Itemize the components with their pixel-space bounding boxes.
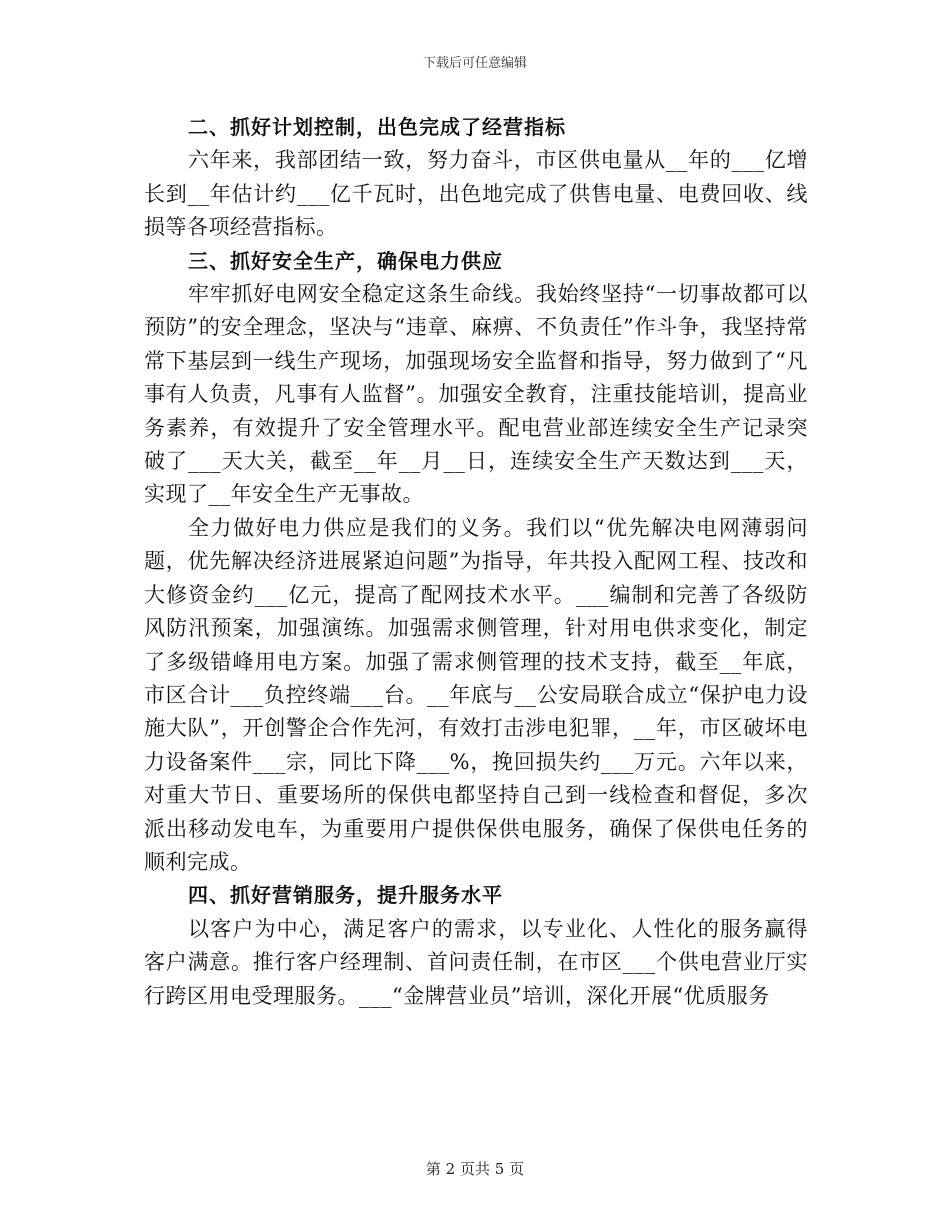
section-paragraph: 六年来，我部团结一致，努力奋斗，市区供电量从__年的___亿增长到__年估计约___亿千瓦时，出色地完成了供售电量、电费回收、线损等各项经营指标。 bbox=[144, 148, 808, 240]
section-paragraph: 牢牢抓好电网安全稳定这条生命线。我始终坚持“一切事故都可以预防”的安全理念，坚决与“违章、麻痹、不负责任”作斗争，我坚持常常下基层到一线生产现场，加强现场安全监督和指导，努力做到了“凡事有人负责，凡事有人监督”。加强安全教育，注重技能培训，提高业务素养，有效提升了安全管理水平。配电营业部连续安全生产记录突破了___天大关，截至__年__月__日，连续安全生产天数达到___天，实现了__年安全生产无事故。 bbox=[144, 282, 808, 507]
section-heading: 三、抓好安全生产，确保电力供应 bbox=[188, 248, 503, 273]
section-heading: 二、抓好计划控制，出色完成了经营指标 bbox=[188, 115, 566, 139]
section-paragraph: 以客户为中心，满足客户的需求，以专业化、人性化的服务赢得客户满意。推行客户经理制、首问责任制，在市区___个供电营业厅实行跨区用电受理服务。___“金牌营业员”培训，深化开展“优质服务 bbox=[144, 916, 808, 1008]
section-heading: 四、抓好营销服务，提升服务水平 bbox=[188, 883, 503, 908]
document-body bbox=[144, 111, 808, 1013]
page-header: 下载后可任意编辑 bbox=[422, 56, 527, 71]
page-footer: 第 2 页共 5 页 bbox=[425, 1160, 525, 1178]
section-paragraph: 全力做好电力供应是我们的义务。我们以“优先解决电网薄弱问题，优先解决经济进展紧迫问题”为指导，年共投入配网工程、技改和大修资金约___亿元，提高了配网技术水平。___编制和完善了各级防风防汛预案，加强演练。加强需求侧管理，针对用电供求变化，制定了多级错峰用电方案。加强了需求侧管理的技术支持，截至__年底，市区合计___负控终端___台。__年底与__公安局联合成立“保护电力设施大队”，开创警企合作先河，有效打击涉电犯罪，__年，市区破坏电力设备案件___宗，同比下降___%，挽回损失约___万元。六年以来，对重大节日、重要场所的保供电都坚持自己到一线检查和督促，多次派出移动发电车，为重要用户提供保供电服务，确保了保供电任务的顺利完成。 bbox=[144, 515, 808, 874]
